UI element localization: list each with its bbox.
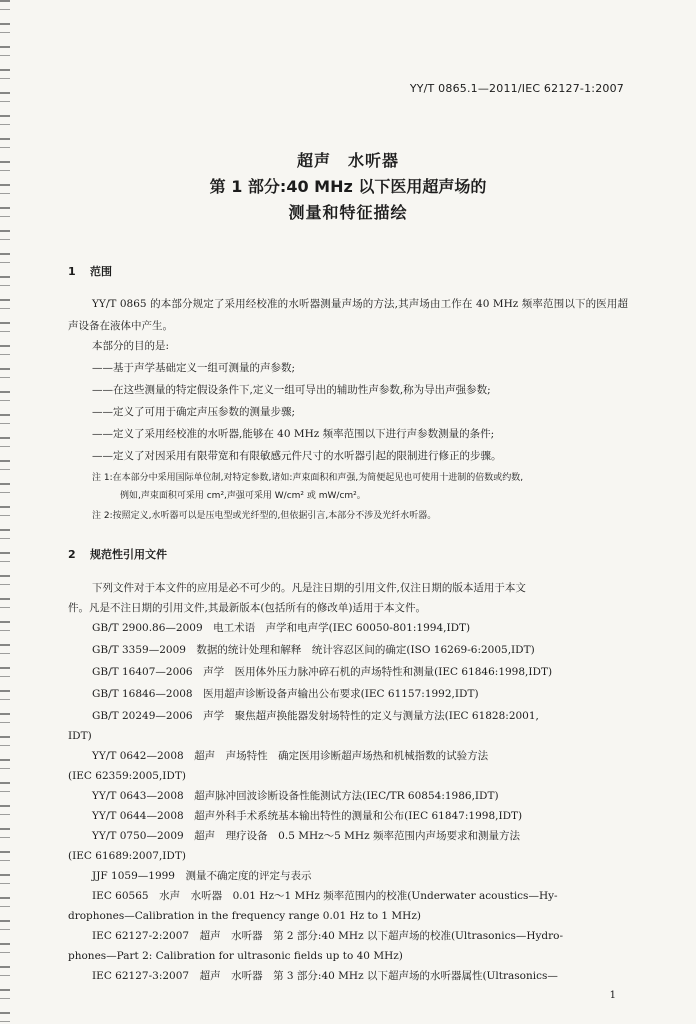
reference-entry (68, 706, 628, 746)
scope-paragraph: YY/T 0865 的本部分规定了采用经校准的水听器测量声场的方法,其声场由工作在 40 MHz 频率范围以下的医用超声设备在液体中产生。 (68, 298, 628, 332)
reference-entry (68, 926, 628, 966)
note-1-line-1: 注 1:在本部分中采用国际单位制,对特定参数,诸如:声束面积和声强,为简便起见也可使用十进制的倍数或约数, (92, 473, 524, 483)
section-number: 1 (68, 265, 76, 278)
note-2: 注 2:按照定义,水听器可以是压电型或光纤型的,但依据引言,本部分不涉及光纤水听器。 (92, 511, 437, 521)
reference-entry (68, 826, 628, 866)
section-number: 2 (68, 548, 76, 561)
purpose-item: ——定义了可用于确定声压参数的测量步骤; (92, 406, 296, 418)
page-number: 1 (609, 990, 616, 1001)
title-line-1: 超声 水听器 (296, 151, 399, 170)
reference-line: GB/T 3359—2009 数据的统计处理和解释 统计容忍区间的确定(ISO 16269-6:2005,IDT) (92, 644, 535, 656)
reference-continuation: drophones—Calibration in the frequency range 0.01 Hz to 1 MHz) (68, 910, 421, 922)
reference-line: YY/T 0642—2008 超声 声场特性 确定医用诊断超声场热和机械指数的试验方法 (92, 750, 489, 762)
reference-line: IEC 62127-3:2007 超声 水听器 第 3 部分:40 MHz 以下超声场的水听器属性(Ultrasonics— (92, 970, 558, 982)
reference-entry (68, 886, 628, 926)
reference-line: GB/T 16407—2006 声学 医用体外压力脉冲碎石机的声场特性和测量(IEC 61846:1998,IDT) (92, 666, 553, 678)
purpose-item: ——定义了采用经校准的水听器,能够在 40 MHz 频率范围以下进行声参数测量的条件; (92, 428, 495, 440)
reference-entry (68, 806, 628, 826)
reference-continuation: IDT) (68, 730, 92, 742)
reference-entry (68, 746, 628, 786)
purpose-intro: 本部分的目的是: (92, 340, 170, 352)
reference-line: GB/T 20249—2006 声学 聚焦超声换能器发射场特性的定义与测量方法(IEC 61828:2001, (92, 710, 539, 722)
reference-line: YY/T 0643—2008 超声脉冲回波诊断设备性能测试方法(IEC/TR 60854:1986,IDT) (92, 790, 499, 802)
reference-entry (68, 618, 628, 638)
reference-entry (68, 662, 628, 682)
note-1-line-2: 例如,声束面积可采用 cm²,声强可采用 W/cm² 或 mW/cm²。 (120, 491, 366, 501)
title-line-3: 测量和特征描绘 (288, 203, 408, 222)
purpose-item: ——在这些测量的特定假设条件下,定义一组可导出的辅助性声参数,称为导出声强参数; (92, 384, 491, 396)
reference-line: GB/T 2900.86—2009 电工术语 声学和电声学(IEC 60050-801:1994,IDT) (92, 622, 471, 634)
title-line-2: 第 1 部分:40 MHz 以下医用超声场的 (209, 177, 487, 196)
reference-continuation: (IEC 62359:2005,IDT) (68, 770, 186, 782)
section-1-heading (68, 263, 112, 279)
intro-line: 件。凡是不注日期的引用文件,其最新版本(包括所有的修改单)适用于本文件。 (68, 602, 427, 614)
purpose-item: ——定义了对因采用有限带宽和有限敏感元件尺寸的水听器引起的限制进行修正的步骤。 (92, 450, 502, 462)
reference-line: JJF 1059—1999 测量不确定度的评定与表示 (92, 870, 312, 882)
reference-entry (68, 684, 628, 704)
reference-continuation: (IEC 61689:2007,IDT) (68, 850, 186, 862)
standard-code: YY/T 0865.1—2011/IEC 62127-1:2007 (409, 82, 624, 95)
section-2-heading (68, 546, 167, 562)
reference-line: YY/T 0644—2008 超声外科手术系统基本输出特性的测量和公布(IEC 61847:1998,IDT) (92, 810, 523, 822)
references-intro (68, 578, 628, 618)
section-title: 规范性引用文件 (90, 548, 167, 561)
reference-line: IEC 60565 水声 水听器 0.01 Hz～1 MHz 频率范围内的校准(Underwater acoustics—Hy- (92, 890, 558, 902)
reference-entry (68, 866, 628, 886)
intro-line: 下列文件对于本文件的应用是必不可少的。凡是注日期的引用文件,仅注日期的版本适用于本文 (92, 582, 526, 594)
reference-entry (68, 786, 628, 806)
reference-entry (68, 640, 628, 660)
reference-line: IEC 62127-2:2007 超声 水听器 第 2 部分:40 MHz 以下超声场的校准(Ultrasonics—Hydro- (92, 930, 564, 942)
section-title: 范围 (90, 265, 112, 278)
purpose-item: ——基于声学基础定义一组可测量的声参数; (92, 362, 296, 374)
reference-line: GB/T 16846—2008 医用超声诊断设备声输出公布要求(IEC 61157:1992,IDT) (92, 688, 479, 700)
reference-entry (68, 966, 628, 986)
reference-line: YY/T 0750—2009 超声 理疗设备 0.5 MHz～5 MHz 频率范围内声场要求和测量方法 (92, 830, 520, 842)
reference-continuation: phones—Part 2: Calibration for ultrasonic fields up to 40 MHz) (68, 950, 403, 962)
